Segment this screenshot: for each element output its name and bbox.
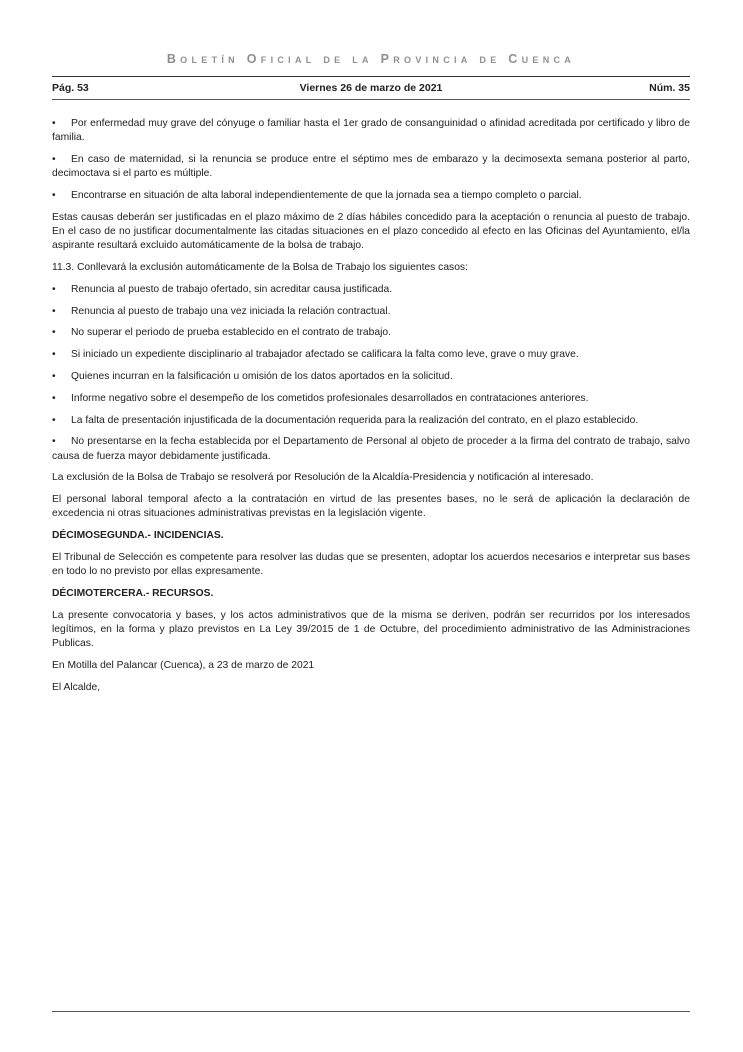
list-item <box>52 326 690 340</box>
place-date-line: En Motilla del Palancar (Cuenca), a 23 de marzo de 2021 <box>52 659 315 671</box>
page-number: Pág. 53 <box>52 82 89 94</box>
bullet-icon: • <box>52 154 56 165</box>
publication-masthead: Boletín Oficial de la Provincia de Cuenca <box>166 52 576 66</box>
list-item-text: Renuncia al puesto de trabajo ofertado, sin acreditar causa justificada. <box>71 283 393 295</box>
list-item <box>52 370 690 384</box>
list-item-text: Informe negativo sobre el desempeño de los cometidos profesionales desarrollados en contrataciones anteriores. <box>71 392 589 404</box>
paragraph: 11.3. Conllevará la exclusión automáticamente de la Bolsa de Trabajo los siguientes casos: <box>52 262 468 273</box>
bullet-icon: • <box>52 349 56 361</box>
bullet-icon: • <box>52 118 56 129</box>
section-heading: DÉCIMOSEGUNDA.- INCIDENCIAS. <box>52 530 224 542</box>
list-item-text: Si iniciado un expediente disciplinario al trabajador afectado se calificara la falta como leve, grave o muy grave. <box>71 349 579 361</box>
header-top-rule <box>52 76 690 77</box>
list-item <box>52 435 690 463</box>
signatory-line: El Alcalde, <box>52 681 101 693</box>
header-bottom-rule <box>52 99 690 100</box>
list-item <box>52 117 690 145</box>
list-item <box>52 348 690 362</box>
paragraph: La presente convocatoria y bases, y los actos administrativos que de la misma se deriven, podrán ser recurridos por los interesados legítimos, en la forma y plazo previstos en La Ley 39/2015 de 1 de Octubre, del procedimiento administrativo de las Administraciones Publicas. <box>52 609 690 650</box>
list-item <box>52 153 690 181</box>
bullet-icon: • <box>52 414 56 426</box>
page-header <box>52 82 690 98</box>
list-item-text: Encontrarse en situación de alta laboral independientemente de que la jornada sea a tiempo completo o parcial. <box>71 190 582 201</box>
paragraph: Estas causas deberán ser justificadas en el plazo máximo de 2 días hábiles concedido para la aceptación o renuncia al puesto de trabajo. En el caso de no justificar documentalmente las citadas situaciones en el plazo concedido al efecto en las Oficinas del Ayuntamiento, el/la aspirante resultará excluido automáticamente de la bolsa de trabajo. <box>52 211 690 252</box>
bullet-icon: • <box>52 190 56 201</box>
bullet-icon: • <box>52 436 56 448</box>
list-item-text: Quienes incurran en la falsificación u omisión de los datos aportados en la solicitud. <box>71 370 453 382</box>
issue-number: Núm. 35 <box>649 82 690 94</box>
issue-date: Viernes 26 de marzo de 2021 <box>299 82 443 94</box>
paragraph: La exclusión de la Bolsa de Trabajo se resolverá por Resolución de la Alcaldía-Presidencia y notificación al interesado. <box>52 472 594 484</box>
list-item-text: No presentarse en la fecha establecida por el Departamento de Personal al objeto de proceder a la firma del contrato de trabajo, salvo causa de fuerza mayor debidamente justificada. <box>52 436 690 462</box>
bullet-icon: • <box>52 283 56 295</box>
footer-rule <box>52 1011 690 1012</box>
list-item <box>52 283 690 297</box>
bullet-icon: • <box>52 305 56 317</box>
paragraph: El Tribunal de Selección es competente para resolver las dudas que se presenten, adoptar los acuerdos necesarios e interpretar sus bases en todo lo no previsto por ellas expresamente. <box>52 551 690 578</box>
bullet-icon: • <box>52 392 56 404</box>
list-item <box>52 305 690 319</box>
paragraph: El personal laboral temporal afecto a la contratación en virtud de las presentes bases, no le será de aplicación la declaración de excedencia ni otras situaciones administrativas previstas en la legislación vigente. <box>52 494 690 520</box>
bullet-icon: • <box>52 327 56 339</box>
list-item <box>52 392 690 406</box>
list-item-text: Por enfermedad muy grave del cónyuge o familiar hasta el 1er grado de consanguinidad o afinidad acreditada por certificado y libro de familia. <box>52 118 690 144</box>
bullet-icon: • <box>52 370 56 382</box>
list-item-text: Renuncia al puesto de trabajo una vez iniciada la relación contractual. <box>71 305 391 317</box>
list-item <box>52 189 690 203</box>
list-item <box>52 414 690 428</box>
list-item-text: La falta de presentación injustificada de la documentación requerida para la realización del contrato, en el plazo establecido. <box>71 414 639 426</box>
document-body <box>52 117 690 703</box>
list-item-text: No superar el periodo de prueba establecido en el contrato de trabajo. <box>71 327 391 339</box>
section-heading: DÉCIMOTERCERA.- RECURSOS. <box>52 587 214 599</box>
list-item-text: En caso de maternidad, si la renuncia se produce entre el séptimo mes de embarazo y la decimosexta semana posterior al parto, decimoctava si el parto es múltiple. <box>52 154 690 180</box>
